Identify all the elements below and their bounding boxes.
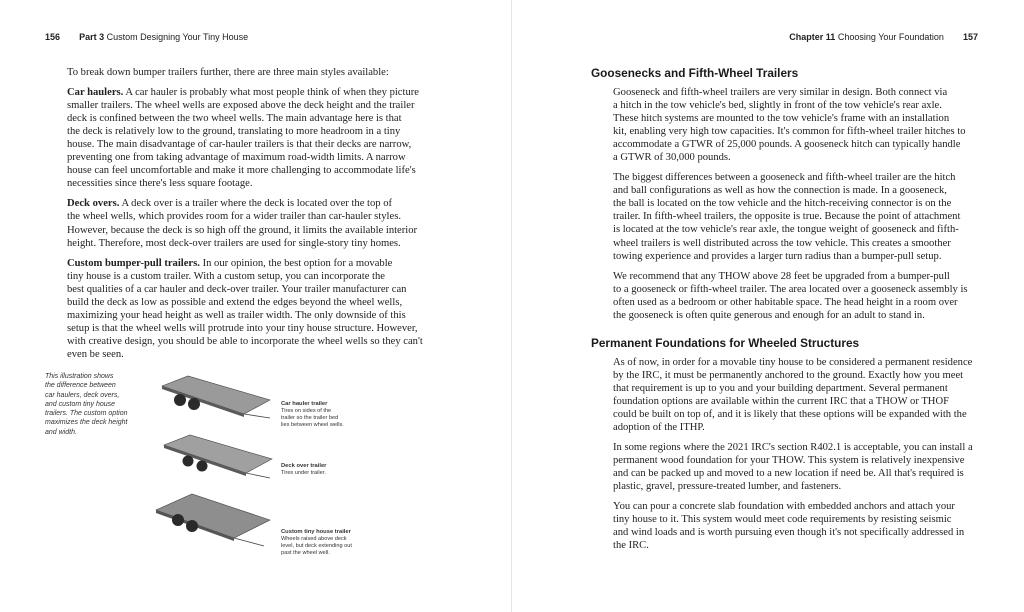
section-heading: Permanent Foundations for Wheeled Structures bbox=[591, 335, 860, 350]
left-body bbox=[67, 66, 439, 368]
chapter-title: Choosing Your Foundation bbox=[837, 32, 944, 42]
figure-label-title: Custom tiny house trailer bbox=[281, 529, 351, 535]
trailer-style-term: Custom bumper-pull trailers. bbox=[67, 257, 200, 269]
trailer-styles-list bbox=[67, 86, 439, 361]
car-hauler-trailer-illustration bbox=[158, 372, 273, 420]
body-paragraph: The biggest differences between a gooseneck and fifth-wheel trailer are the hitch and ball configurations as well as how the connection is made. In a gooseneck, the ball is located on the tow vehicle and the hitch-receiving connector is on the trailer. In fifth-wheel trailers, the opposite is true. Because the point of attachment is located at the tow vehicle's rear axle, the tongue weight of gooseneck and fifth- wheel trailers is well distributed across the tow vehicle. This creates a smoother towing experience and provides a larger turn radius than a bumper-pull setup. bbox=[613, 172, 961, 262]
deck-over-label bbox=[281, 463, 361, 477]
part-label: Part 3 bbox=[79, 32, 105, 42]
figure-label-text: Tires under trailer. bbox=[281, 470, 326, 476]
trailer-style-paragraph: Car haulers. A car hauler is probably what most people think of when they picture smaller trailers. The wheel wells are exposed above the deck height and the trailer deck is confined between the two wheel wells. The main advantage here is that the deck is relatively low to the ground, translating to more headroom in a tiny house. The main disadvantage of car-hauler trailers is that their decks are narrow, preventing one from taking advantage of maximum road-width limits. A narrow house can feel uncomfortable and make it more challenging to accommodate life's necessities since there's less square footage. bbox=[67, 87, 419, 190]
deck-over-trailer-illustration bbox=[160, 433, 275, 483]
body-paragraph: In some regions where the 2021 IRC's section R402.1 is acceptable, you can install a permanent wood foundation for your THOW. This system is relatively inexpensive and can be packed up and moved to a new location if need be. All that's required is plastic, gravel, pressure-treated lumber, and fasteners. bbox=[613, 442, 973, 493]
trailer-style-term: Deck overs. bbox=[67, 198, 120, 210]
figure-label-title: Deck over trailer bbox=[281, 463, 327, 469]
custom-tiny-house-trailer-illustration bbox=[152, 490, 274, 552]
body-paragraph: You can pour a concrete slab foundation with embedded anchors and attach your tiny house to it. This system would meet code requirements by resisting seismic and wind loads and is worth pursuing even though it's not specifically addressed in the IRC. bbox=[613, 501, 965, 552]
left-page bbox=[0, 0, 511, 612]
trailer-style-paragraph: Custom bumper-pull trailers. In our opinion, the best option for a movable tiny house is a custom trailer. With a custom setup, you can incorporate the best qualities of a car hauler and deck-over trailer. Your trailer manufacturer can build the deck as low as possible and extend the edges beyond the wheel wells, maximizing your head height as well as trailer width. The only downside of this setup is that the wheel wells will protrude into your tiny house structure. However, with creative design, you should be able to incorporate the wheel wells so they can't even be seen. bbox=[67, 257, 423, 360]
chapter-label: Chapter 11 bbox=[789, 32, 836, 42]
page-number-left: 156 bbox=[45, 32, 61, 42]
figure-caption: This illustration shows the difference between car haulers, deck overs, and custom tiny house trailers. The custom option maximizes the deck height and width. bbox=[45, 373, 128, 436]
car-hauler-label bbox=[281, 401, 361, 429]
trailer-style-paragraph: Deck overs. A deck over is a trailer where the deck is located over the top of the wheel wells, which provides room for a wider trailer than car-hauler styles. However, because the deck is so high off the ground, it limits the available interior height. Therefore, most deck-over trailers are used for single-story tiny homes. bbox=[67, 198, 418, 249]
part-title: Custom Designing Your Tiny House bbox=[106, 32, 249, 42]
custom-trailer-label bbox=[281, 529, 361, 557]
body-paragraph: As of now, in order for a movable tiny house to be considered a permanent residence by the IRC, it must be permanently anchored to the ground. Exactly how you meet that requirement is up to you and your building department. Several permanent foundation options are available within the current IRC that a THOW or THOF could be built on top of, and it is likely that these options will be expanded with the adoption of the ITHP. bbox=[613, 356, 973, 434]
right-page bbox=[512, 0, 1024, 612]
section-heading: Goosenecks and Fifth-Wheel Trailers bbox=[591, 66, 799, 80]
figure-label-text: Tires on sides of the trailer so the trailer bed lies between wheel wells. bbox=[281, 408, 344, 428]
running-header-left bbox=[45, 32, 248, 42]
page-number-right: 157 bbox=[962, 32, 978, 42]
intro-paragraph: To break down bumper trailers further, there are three main styles available: bbox=[67, 67, 389, 78]
figure-label-title: Car hauler trailer bbox=[281, 401, 328, 407]
figure-label-text: Wheels raised above deck level, but deck extending out past the wheel well. bbox=[281, 536, 352, 556]
body-paragraph: We recommend that any THOW above 28 feet be upgraded from a bumper-pull to a gooseneck or fifth-wheel trailer. The area located over a gooseneck assembly is often used as a bedroom or other habitable space. The head height in a room over the gooseneck is often quite generous and enough for an adult to stand in. bbox=[613, 270, 968, 321]
right-body bbox=[591, 66, 986, 559]
body-paragraph: Gooseneck and fifth-wheel trailers are very similar in design. Both connect via a hitch in the tow vehicle's bed, slightly in front of the tow vehicle's rear axle. These hitch systems are mounted to the tow vehicle's frame with an installation kit, enabling very high tow capacities. It's common for fifth-wheel trailer hitches to accommodate a GTWR of 25,000 pounds. A gooseneck hitch can typically handle a GTWR of 30,000 pounds. bbox=[613, 87, 966, 164]
trailer-style-term: Car haulers. bbox=[67, 87, 124, 99]
running-header-right bbox=[789, 32, 978, 42]
